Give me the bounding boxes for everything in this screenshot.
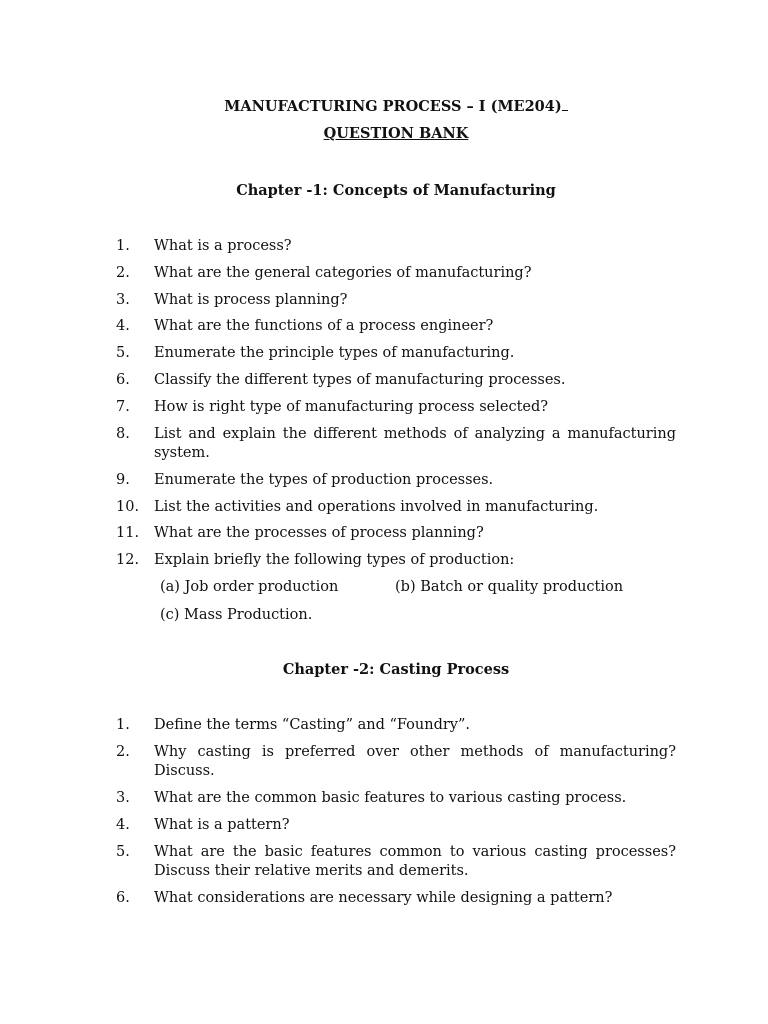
chapter-2-heading: Chapter -2: Casting Process	[282, 661, 510, 678]
question-item	[116, 317, 676, 337]
subitem-b: (b) Batch or quality production	[395, 579, 624, 595]
question-number: 10.	[116, 498, 140, 515]
question-text: Enumerate the types of production processes.	[154, 471, 494, 488]
question-number: 5.	[116, 345, 130, 362]
question-item	[116, 344, 676, 364]
question-item	[116, 743, 676, 782]
question-text: List and explain the different methods of analyzing a manufacturing system.	[154, 425, 676, 462]
document-subtitle: QUESTION BANK	[323, 125, 469, 142]
question-text: What are the general categories of manufacturing?	[154, 264, 532, 281]
question-number: 1.	[116, 238, 130, 254]
question-text: What are the basic features common to various casting processes? Discuss their relative merits and demerits.	[154, 843, 676, 880]
question-number: 6.	[116, 371, 130, 388]
question-text: How is right type of manufacturing process selected?	[154, 398, 549, 415]
chapter-1-heading: Chapter -1: Concepts of Manufacturing	[236, 182, 556, 199]
question-text: Why casting is preferred over other methods of manufacturing? Discuss.	[154, 743, 676, 780]
question-text: What is a process?	[154, 238, 292, 254]
question-number: 11.	[116, 525, 140, 542]
question-item	[116, 816, 676, 836]
question-item	[116, 398, 676, 418]
question-number: 3.	[116, 790, 130, 807]
question-text: What are the common basic features to various casting process.	[154, 790, 627, 807]
question-item	[116, 551, 676, 571]
question-number: 4.	[116, 318, 130, 335]
question-item	[116, 789, 676, 809]
question-item	[116, 425, 676, 464]
question-text: What considerations are necessary while designing a pattern?	[154, 889, 613, 906]
question-number: 6.	[116, 889, 130, 906]
question-text: List the activities and operations involved in manufacturing.	[154, 498, 599, 515]
question-item	[116, 264, 676, 284]
question-number: 8.	[116, 425, 130, 442]
question-item	[116, 498, 676, 518]
question-item	[116, 371, 676, 391]
question-item	[116, 524, 676, 544]
question-number: 7.	[116, 398, 130, 415]
question-item	[116, 716, 676, 736]
question-text: What is process planning?	[154, 291, 348, 308]
question-number: 1.	[116, 717, 130, 733]
document-title: MANUFACTURING PROCESS – I (ME204)	[0, 96, 768, 115]
subitem-c: (c) Mass Production.	[160, 607, 313, 623]
chapter-2-question-list	[116, 716, 676, 908]
question-number: 3.	[116, 291, 130, 308]
question-number: 12.	[116, 552, 140, 569]
chapter-1-question-list	[116, 237, 676, 571]
question-item	[116, 843, 676, 882]
question-item	[116, 889, 676, 909]
question-text: What are the processes of process planning?	[154, 525, 484, 542]
question-text: What are the functions of a process engineer?	[154, 318, 494, 335]
question-number: 5.	[116, 843, 130, 860]
question-text: Classify the different types of manufacturing processes.	[154, 371, 566, 388]
question-text: Enumerate the principle types of manufacturing.	[154, 345, 515, 362]
question-item	[116, 237, 676, 257]
question-number: 2.	[116, 743, 130, 760]
question-number: 9.	[116, 471, 130, 488]
question-text: What is a pattern?	[154, 816, 290, 833]
question-number: 2.	[116, 264, 130, 281]
title-underline-mark	[562, 96, 568, 111]
subitem-a: (a) Job order production	[160, 579, 339, 595]
question-text: Define the terms “Casting” and “Foundry”.	[154, 717, 470, 733]
question-text: Explain briefly the following types of production:	[154, 552, 515, 569]
question-item	[116, 471, 676, 491]
question-number: 4.	[116, 816, 130, 833]
question-item	[116, 291, 676, 311]
